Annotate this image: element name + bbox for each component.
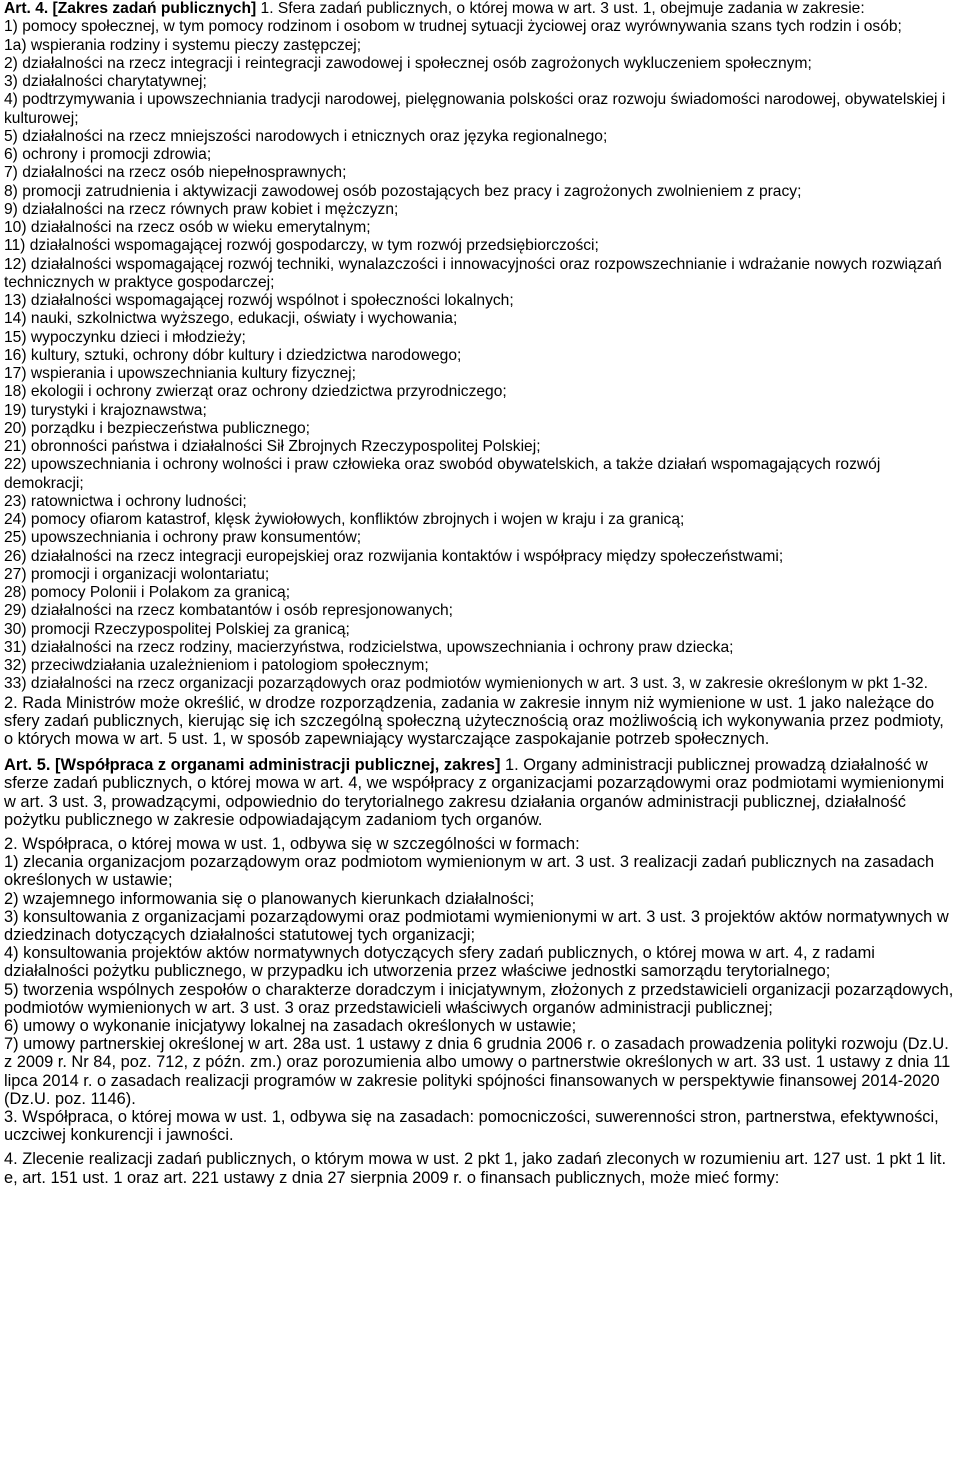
article-4-paragraph-2: 2. Rada Ministrów może określić, w drodze rozporządzenia, zadania w zakresie innym niż wymienione w ust. 1 jako należące do sfery zadań publicznych, kierując się ich szczególną społeczną użytecznością oraz możliwością ich wykonywania przez podmioty, o których mowa w art. 5 ust. 1, w sposób zapewniający wystarczające zaspokajanie potrzeb społecznych. <box>4 693 944 748</box>
list-item-text: wypoczynku dzieci i młodzieży; <box>30 328 246 346</box>
list-item-text: działalności charytatywnej; <box>22 73 207 90</box>
list-item <box>4 91 956 128</box>
list-item-number: 16) <box>4 346 27 364</box>
list-item-number: 7) <box>4 1035 19 1054</box>
list-item-number: 33) <box>4 675 27 693</box>
article-5-item-list <box>4 853 956 1108</box>
list-item <box>4 365 956 383</box>
list-item-number: 28) <box>4 584 27 601</box>
list-item <box>4 908 956 944</box>
list-item-text: podtrzymywania i upowszechniania tradycji narodowej, pielęgnowania polskości oraz rozwoju świadomości narodowej, obywatelskiej i kulturowej; <box>4 91 946 127</box>
list-item-number: 25) <box>4 529 27 547</box>
list-item-number: 9) <box>4 200 18 218</box>
list-item-text: upowszechniania i ochrony praw konsumentów; <box>30 529 362 547</box>
article-title: [Zakres zadań publicznych] <box>52 0 257 17</box>
list-item <box>4 511 956 529</box>
article-label: Art. 4. <box>4 0 49 17</box>
list-item <box>4 402 956 420</box>
list-item-text: upowszechniania i ochrony wolności i praw człowieka oraz swobód obywatelskich, a także działań wspomagających rozwój demokracji; <box>4 456 881 492</box>
list-item-number: 2) <box>4 54 18 72</box>
list-item-text: obronności państwa i działalności Sił Zbrojnych Rzeczypospolitej Polskiej; <box>30 438 541 455</box>
list-item <box>4 347 956 365</box>
list-item-number: 2) <box>4 889 19 908</box>
list-item-number: 31) <box>4 638 27 656</box>
list-item-number: 7) <box>4 164 18 182</box>
list-item <box>4 981 956 1017</box>
list-item <box>4 890 956 908</box>
list-item <box>4 183 956 201</box>
list-item-number: 3) <box>4 73 18 90</box>
list-item-text: działalności wspomagającej rozwój wspólnot i społeczności lokalnych; <box>30 292 514 309</box>
list-item <box>4 438 956 456</box>
list-item-number: 26) <box>4 547 27 565</box>
list-item-text: działalności na rzecz kombatantów i osób represjonowanych; <box>30 602 454 620</box>
list-item-number: 29) <box>4 602 27 620</box>
list-item <box>4 292 956 310</box>
list-item-text: działalności na rzecz rodziny, macierzyństwa, rodzicielstwa, upowszechniania i ochrony praw dziecka; <box>30 638 734 656</box>
list-item-text: umowy partnerskiej określonej w art. 28a ust. 1 ustawy z dnia 6 grudnia 2006 r. o zasadach prowadzenia polityki rozwoju (Dz.U. z 2009 r. Nr 84, poz. 712, z późn. zm.) oraz porozumienia albo umowy o partnerstwie określonych w art. 33 ust. 1 ustawy z dnia 11 lipca 2014 r. o zasadach realizacji programów w zakresie polityki spójności finansowanych w perspektywie finansowej 2014-2020 (Dz.U. poz. 1146). <box>4 1035 951 1108</box>
article-5-paragraph-4: 4. Zlecenie realizacji zadań publicznych, o którym mowa w ust. 2 pkt 1, jako zadań zleconych w rozumieniu art. 127 ust. 1 pkt 1 lit. e, art. 151 ust. 1 oraz art. 221 ustawy z dnia 27 sierpnia 2009 r. o finansach publicznych, może mieć formy: <box>4 1150 946 1187</box>
list-item <box>4 146 956 164</box>
list-item-number: 14) <box>4 310 27 328</box>
list-item-text: ekologii i ochrony zwierząt oraz ochrony dziedzictwa przyrodniczego; <box>30 383 507 401</box>
list-item <box>4 675 956 693</box>
list-item <box>4 128 956 146</box>
list-item-number: 4) <box>4 944 19 963</box>
list-item <box>4 37 956 55</box>
list-item <box>4 237 956 255</box>
list-item-number: 4) <box>4 91 18 109</box>
list-item-text: konsultowania projektów aktów normatywnych dotyczących sfery zadań publicznych, o której mowa w art. 4, z radami działalności pożytku publicznego, w przypadku ich utworzenia przez właściwe jednostki samorządu terytorialnego; <box>4 944 875 981</box>
list-item-text: wspierania rodziny i systemu pieczy zastępczej; <box>30 36 362 54</box>
list-item <box>4 420 956 438</box>
list-item-number: 22) <box>4 456 27 474</box>
list-item-text: działalności na rzecz osób niepełnosprawnych; <box>22 164 347 182</box>
list-item-number: 6) <box>4 146 18 163</box>
list-item-text: zlecania organizacjom pozarządowym oraz podmiotom wymienionym w art. 3 ust. 3 realizacji zadań publicznych na zasadach określonych w ustawie; <box>4 853 935 890</box>
article-5-intro <box>4 756 956 829</box>
list-item-text: przeciwdziałania uzależnieniom i patologiom społecznym; <box>30 657 429 674</box>
list-item-number: 15) <box>4 328 27 346</box>
list-item-number: 18) <box>4 383 27 401</box>
list-item-number: 1a) <box>4 36 27 54</box>
list-item-text: działalności na rzecz organizacji pozarządowych oraz podmiotów wymienionych w art. 3 ust. 3, w zakresie określonym w pkt 1-32. <box>30 675 928 693</box>
list-item <box>4 621 956 639</box>
list-item <box>4 529 956 547</box>
list-item-text: porządku i bezpieczeństwa publicznego; <box>30 419 311 437</box>
list-item-text: kultury, sztuki, ochrony dóbr kultury i dziedzictwa narodowego; <box>30 346 462 364</box>
list-item-number: 20) <box>4 419 27 437</box>
list-item-text: promocji zatrudnienia i aktywizacji zawodowej osób pozostających bez pracy i zagrożonych zwolnieniem z pracy; <box>22 182 802 200</box>
list-item <box>4 256 956 293</box>
list-item-number: 19) <box>4 401 27 419</box>
list-item <box>4 73 956 91</box>
list-item-text: działalności wspomagającej rozwój gospodarczy, w tym rozwój przedsiębiorczości; <box>29 237 599 255</box>
list-item <box>4 639 956 657</box>
list-item <box>4 548 956 566</box>
list-item <box>4 1017 956 1035</box>
list-item <box>4 18 956 36</box>
list-item-text: promocji Rzeczypospolitej Polskiej za granicą; <box>30 620 350 638</box>
list-item-number: 5) <box>4 980 19 999</box>
list-item-number: 10) <box>4 219 27 236</box>
list-item <box>4 55 956 73</box>
article-title: [Współpraca z organami administracji publicznej, zakres] <box>55 756 501 775</box>
list-item-number: 13) <box>4 292 27 309</box>
list-item-text: działalności na rzecz mniejszości narodowych i etnicznych oraz języka regionalnego; <box>22 127 608 145</box>
list-item <box>4 1035 956 1108</box>
list-item <box>4 566 956 584</box>
list-item-number: 6) <box>4 1016 19 1035</box>
list-item-number: 30) <box>4 620 27 638</box>
list-item-number: 8) <box>4 182 18 200</box>
list-item <box>4 310 956 328</box>
article-4-intro <box>4 0 956 18</box>
article-intro-text: 1. Sfera zadań publicznych, o której mowa w art. 3 ust. 1, obejmuje zadania w zakresie: <box>260 0 865 17</box>
list-item-text: ochrony i promocji zdrowia; <box>22 146 212 163</box>
article-intro-text: 1. Organy administracji publicznej prowadzą działalność w sferze zadań publicznych, o której mowa w art. 4, we współpracy z organizacjami pozarządowymi oraz podmiotami wymienionymi w art. 3 ust. 3, prowadzącymi, odpowiednio do terytorialnego zakresu działania organów administracji publicznej, działalność pożytku publicznego w zakresie odpowiadającym zadaniom tych organów. <box>4 756 945 829</box>
article-5-paragraph-2: 2. Współpraca, o której mowa w ust. 1, odbywa się w szczególności w formach: <box>4 834 580 853</box>
list-item-number: 3) <box>4 907 19 926</box>
list-item-number: 21) <box>4 438 27 455</box>
article-4 <box>4 0 956 694</box>
list-item-text: pomocy Polonii i Polakom za granicą; <box>30 584 291 601</box>
list-item <box>4 329 956 347</box>
list-item-text: działalności na rzecz integracji i reintegracji zawodowej i społecznej osób zagrożonych wykluczeniem społecznym; <box>22 54 812 72</box>
list-item-text: umowy o wykonanie inicjatywy lokalnej na zasadach określonych w ustawie; <box>23 1016 577 1035</box>
article-label: Art. 5. <box>4 756 51 775</box>
list-item-text: działalności wspomagającej rozwój techniki, wynalazczości i innowacyjności oraz rozpowszechnianie i wdrażanie nowych rozwiązań technicznych w praktyce gospodarczej; <box>4 255 942 291</box>
list-item-text: konsultowania z organizacjami pozarządowymi oraz podmiotami wymienionymi w art. 3 ust. 3 projektów aktów normatywnych w dziedzinach dotyczących działalności statutowej tych organizacji; <box>4 907 949 944</box>
article-5-paragraph-3: 3. Współpraca, o której mowa w ust. 1, odbywa się na zasadach: pomocniczości, suwerenności stron, partnerstwa, efektywności, uczciwej konkurencji i jawności. <box>4 1107 939 1145</box>
list-item-text: promocji i organizacji wolontariatu; <box>30 565 270 583</box>
list-item-number: 12) <box>4 255 27 273</box>
list-item-text: turystyki i krajoznawstwa; <box>30 401 207 419</box>
list-item-text: ratownictwa i ochrony ludności; <box>30 492 247 510</box>
list-item <box>4 219 956 237</box>
list-item-text: działalności na rzecz integracji europejskiej oraz rozwijania kontaktów i współpracy między społeczeństwami; <box>30 547 784 565</box>
list-item-number: 24) <box>4 511 27 528</box>
list-item-text: działalności na rzecz osób w wieku emerytalnym; <box>30 219 371 236</box>
list-item <box>4 164 956 182</box>
article-4-para-2-wrap <box>4 694 956 1187</box>
list-item <box>4 584 956 602</box>
list-item <box>4 456 956 493</box>
list-item <box>4 944 956 980</box>
list-item <box>4 383 956 401</box>
list-item-text: działalności na rzecz równych praw kobiet i mężczyzn; <box>22 200 399 218</box>
list-item-text: nauki, szkolnictwa wyższego, edukacji, oświaty i wychowania; <box>30 310 458 328</box>
list-item-text: tworzenia wspólnych zespołów o charakterze doradczym i inicjatywnym, złożonych z przedstawicieli organizacji pozarządowych, podmiotów wymienionych w art. 3 ust. 3 oraz przedstawicieli właściwych organów administracji publicznej; <box>4 980 954 1017</box>
list-item-number: 23) <box>4 492 27 510</box>
list-item-number: 27) <box>4 565 27 583</box>
list-item-number: 5) <box>4 127 18 145</box>
list-item <box>4 201 956 219</box>
list-item-number: 32) <box>4 657 27 674</box>
list-item-number: 11) <box>4 237 26 255</box>
list-item-number: 17) <box>4 365 27 382</box>
list-item-text: wspierania i upowszechniania kultury fizycznej; <box>30 365 356 382</box>
list-item-text: wzajemnego informowania się o planowanych kierunkach działalności; <box>23 889 535 908</box>
list-item-text: pomocy ofiarom katastrof, klęsk żywiołowych, konfliktów zbrojnych i wojen w kraju i za granicą; <box>30 511 685 528</box>
list-item-number: 1) <box>4 853 19 872</box>
list-item <box>4 657 956 675</box>
list-item-text: pomocy społecznej, w tym pomocy rodzinom i osobom w trudnej sytuacji życiowej oraz wyrównywania szans tych rodzin i osób; <box>22 18 902 36</box>
list-item <box>4 853 956 889</box>
article-4-item-list <box>4 18 956 693</box>
list-item <box>4 602 956 620</box>
list-item <box>4 493 956 511</box>
list-item-number: 1) <box>4 18 18 36</box>
